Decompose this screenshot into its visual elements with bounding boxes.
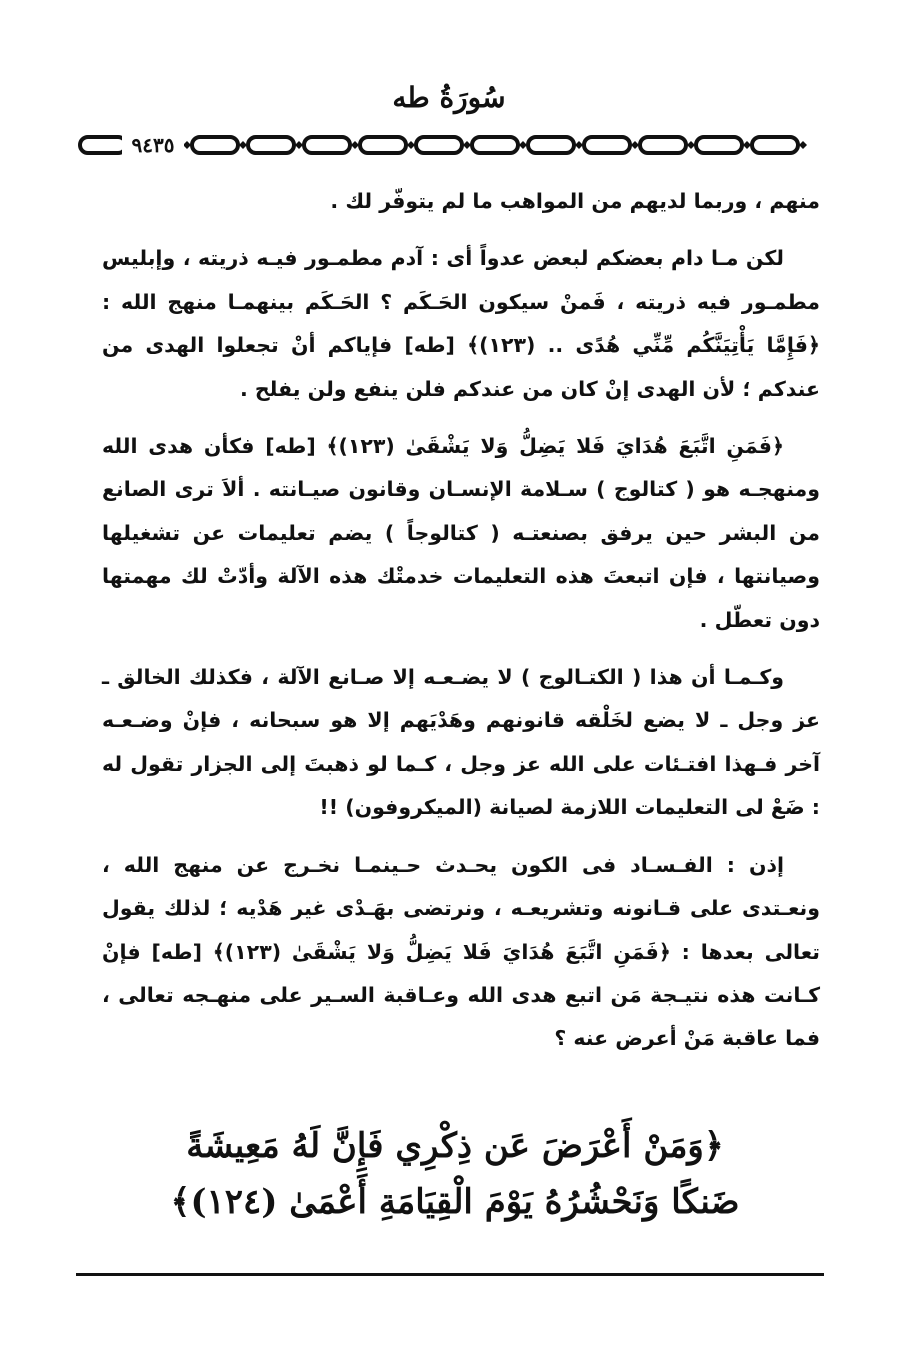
paragraph-1: منهم ، وربما لديهم من المواهب ما لم يتوفّر لك . bbox=[330, 189, 820, 213]
chain-diamond bbox=[463, 141, 471, 149]
chain-diamond bbox=[687, 141, 695, 149]
chain-diamond bbox=[631, 141, 639, 149]
chain-link bbox=[360, 137, 406, 153]
chain-diamond bbox=[351, 141, 359, 149]
chain-diamond bbox=[575, 141, 583, 149]
chain-diamond bbox=[183, 141, 191, 149]
chain-diamond bbox=[239, 141, 247, 149]
chain-link bbox=[304, 137, 350, 153]
chain-link bbox=[696, 137, 742, 153]
chain-link bbox=[528, 137, 574, 153]
chain-diamond bbox=[743, 141, 751, 149]
quran-verse-calligraphy: ﴿وَمَنْ أَعْرَضَ عَن ذِكْرِي فَإِنَّ لَهُ مَعِيشَةً ضَنكًا وَنَحْشُرُهُ يَوْمَ الْقِيَامَةِ أَعْمَىٰ (١٢٤)﴾ bbox=[170, 1126, 740, 1222]
chain-link bbox=[640, 137, 686, 153]
chain-link bbox=[752, 137, 798, 153]
chain-diamond bbox=[295, 141, 303, 149]
surah-title: سُورَةُ طه bbox=[392, 81, 506, 114]
chain-link bbox=[248, 137, 294, 153]
chain-link bbox=[472, 137, 518, 153]
chain-diamond bbox=[407, 141, 415, 149]
chain-diamond bbox=[519, 141, 527, 149]
chain-link bbox=[416, 137, 462, 153]
decorative-chain-border bbox=[78, 130, 846, 160]
page-number: ٩٤٣٥ bbox=[122, 132, 184, 158]
footer-rule bbox=[76, 1273, 824, 1276]
chain-link bbox=[584, 137, 630, 153]
chain-link bbox=[80, 137, 126, 153]
paragraph-2: لكن مـا دام بعضكم لبعض عدواً أى : آدم مطمـور فيـه ذريته ، وإبليس مطمـور فيه ذريته ، فَمنْ سيكون الحَـكَم ؟ الحَـكَم بينهمـا منهج الله : ﴿فَإِمَّا يَأْتِيَنَّكُم مِّنِّي هُدًى .. (١٢٣)﴾ [طه] فإياكم أنْ تجعلوا الهدى من عندكم ؛ لأن الهدى إنْ كان من عندكم فلن ينفع ولن يفلح . bbox=[102, 246, 820, 401]
commentary-text bbox=[102, 180, 820, 1061]
paragraph-5: إذن : الفـسـاد فى الكون يحـدث حـينمـا نخـرج عن منهج الله ، ونعـتدى على قـانونه وتشريعـه ، ونرتضى بهَـدْى غير هَدْيه ؛ لذلك يقول تعالى بعدها : ﴿فَمَنِ اتَّبَعَ هُدَايَ فَلا يَضِلُّ وَلا يَشْقَىٰ (١٢٣)﴾ [طه] فإنْ كـانت هذه نتيـجة مَن اتبع هدى الله وعـاقبة السـير على منهـجه تعالى ، فما عاقبة مَنْ أعرض عنه ؟ bbox=[102, 852, 820, 1051]
chain-link bbox=[192, 137, 238, 153]
paragraph-4: وكـمـا أن هذا ( الكتـالوج ) لا يضـعـه إلا صـانع الآلة ، فكذلك الخالق ـ عز وجل ـ لا يضع لخَلْقه قانونهم وهَدْيَهم إلا هو سبحانه ، فإنْ وضـعـه آخر فـهذا افتـئات على الله عز وجل ، كـما لو ذهبتَ إلى الجزار تقول له : ضَعْ لى التعليمات اللازمة لصيانة (الميكروفون) !! bbox=[102, 665, 820, 820]
paragraph-3: ﴿فَمَنِ اتَّبَعَ هُدَايَ فَلا يَضِلُّ وَلا يَشْقَىٰ (١٢٣)﴾ [طه] فكأن هدى الله ومنهجـه هو ( كتالوج ) سـلامة الإنسـان وقانون صيـانته . ألاَ ترى الصانع من البشر حين يرفق بصنعتـه ( كتالوجاً ) يضم تعليمات عن تشغيلها وصيانتها ، فإن اتبعتَ هذه التعليمات خدمتْك هذه الآلة وأدّتْ لك مهمتها دون تعطّل . bbox=[102, 434, 820, 632]
chain-diamond bbox=[799, 141, 807, 149]
